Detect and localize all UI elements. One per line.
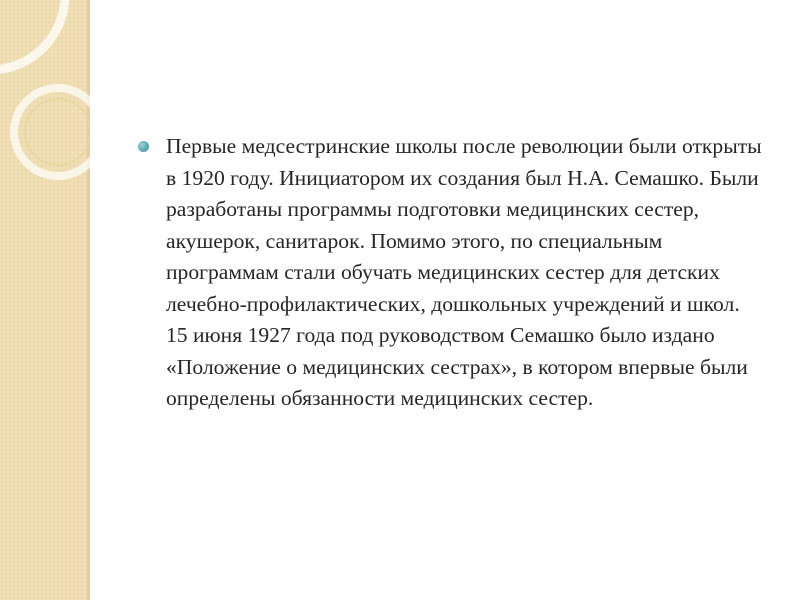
slide-body-text: Первые медсестринские школы после революции были открыты в 1920 году. Инициатором их создания был Н.А. Семашко. Были разработаны программы подготовки медицинских сестер, акушерок, санитарок. Помимо этого, по специальным программам стали обучать медицинских сестер для детских лечебно-профилактических, дошкольных учреждений и школ. 15 июня 1927 года под руководством Семашко было издано «Положение о медицинских сестрах», в котором впервые были определены обязанности медицинских сестер. (166, 134, 762, 410)
bullet-icon (138, 141, 149, 152)
decorative-rings-icon (0, 0, 90, 200)
